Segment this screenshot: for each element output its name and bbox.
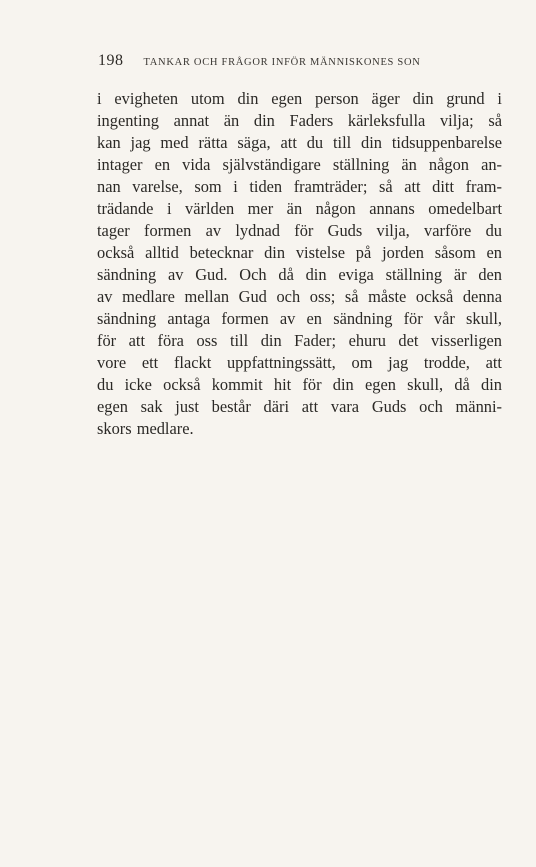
text-line: i evigheten utom din egen person äger din grund i (97, 89, 502, 108)
body-text (97, 88, 502, 440)
text-line: sändning av Gud. Och då din eviga ställning är den (97, 265, 502, 284)
text-line: också alltid betecknar din vistelse på jorden såsom en (97, 243, 502, 262)
text-line: för att föra oss till din Fader; ehuru det visserligen (97, 331, 502, 350)
text-line: nan varelse, som i tiden framträder; så att ditt fram- (97, 177, 502, 196)
text-line: vore ett flackt uppfattningssätt, om jag trodde, att (97, 353, 502, 372)
text-line: intager en vida självständigare ställning än någon an- (97, 155, 502, 174)
text-line: tager formen av lydnad för Guds vilja, varföre du (97, 221, 502, 240)
running-title: TANKAR OCH FRÅGOR INFÖR MÄNNISKONES SON (143, 57, 421, 68)
text-line: trädande i världen mer än någon annans omedelbart (97, 199, 502, 218)
text-line: ingenting annat än din Faders kärleksfulla vilja; så (97, 111, 502, 130)
page-header (98, 52, 468, 70)
text-line: kan jag med rätta säga, att du till din tidsuppenbarelse (97, 133, 502, 152)
text-line: skors medlare. (97, 419, 194, 438)
text-line: av medlare mellan Gud och oss; så måste också denna (97, 287, 502, 306)
page-number: 198 (98, 52, 124, 69)
text-line: sändning antaga formen av en sändning för vår skull, (97, 309, 502, 328)
text-line: egen sak just består däri att vara Guds och männi- (97, 397, 502, 416)
text-line: du icke också kommit hit för din egen skull, då din (97, 375, 502, 394)
